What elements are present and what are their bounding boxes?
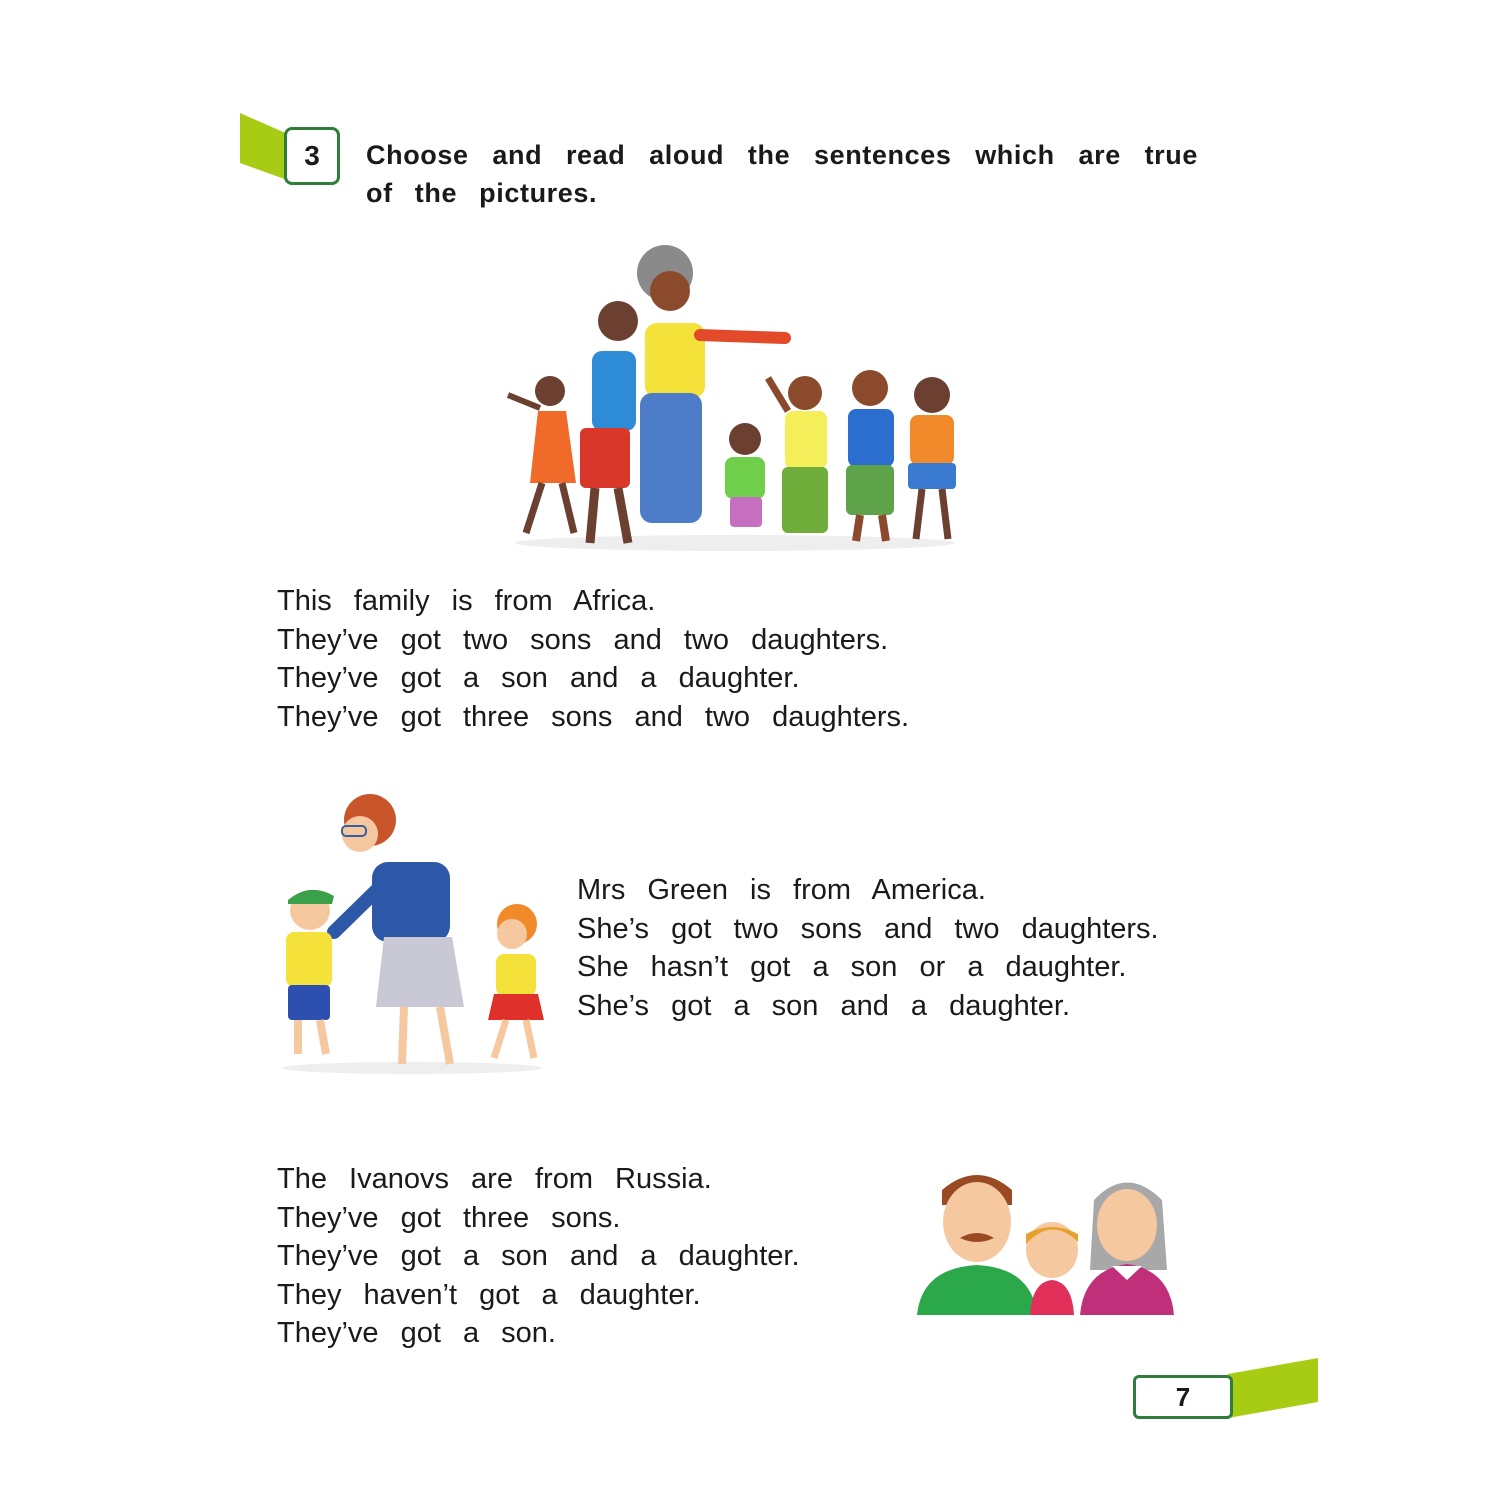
sentence[interactable]: This family is from Africa. bbox=[277, 585, 656, 617]
sentence[interactable]: They’ve got three sons and two daughters. bbox=[277, 700, 910, 733]
sentence[interactable]: They’ve got a son. bbox=[277, 1317, 556, 1349]
mrs-green-illustration bbox=[272, 792, 550, 1077]
african-family-illustration bbox=[500, 243, 970, 555]
sentence[interactable]: They’ve got two sons and two daughters. bbox=[277, 623, 889, 656]
sentence[interactable]: She hasn’t got a son or a daughter. bbox=[577, 951, 1127, 983]
task-number-badge bbox=[284, 127, 340, 185]
page-number-badge bbox=[1133, 1375, 1233, 1419]
sentence[interactable]: They’ve got three sons. bbox=[277, 1201, 621, 1234]
sentences-block-africa bbox=[277, 582, 909, 736]
sentence[interactable]: They’ve got a son and a daughter. bbox=[277, 662, 800, 694]
sentence[interactable]: They haven’t got a daughter. bbox=[277, 1278, 701, 1311]
sentence[interactable]: They’ve got a son and a daughter. bbox=[277, 1240, 800, 1272]
ivanov-family-illustration bbox=[912, 1160, 1184, 1315]
sentence[interactable]: She’s got two sons and two daughters. bbox=[577, 912, 1159, 945]
sentence[interactable]: Mrs Green is from America. bbox=[577, 874, 986, 906]
page-tab-decoration bbox=[1228, 1358, 1320, 1420]
task-instruction: Choose and read aloud the sentences which are true of the pictures. bbox=[366, 140, 1198, 208]
sentence[interactable]: She’s got a son and a daughter. bbox=[577, 989, 1071, 1022]
task-number: 3 bbox=[304, 140, 320, 171]
sentence[interactable]: The Ivanovs are from Russia. bbox=[277, 1163, 712, 1195]
page-number: 7 bbox=[1175, 1382, 1191, 1412]
sentences-block-russia bbox=[277, 1160, 800, 1353]
sentences-block-america bbox=[577, 871, 1159, 1025]
